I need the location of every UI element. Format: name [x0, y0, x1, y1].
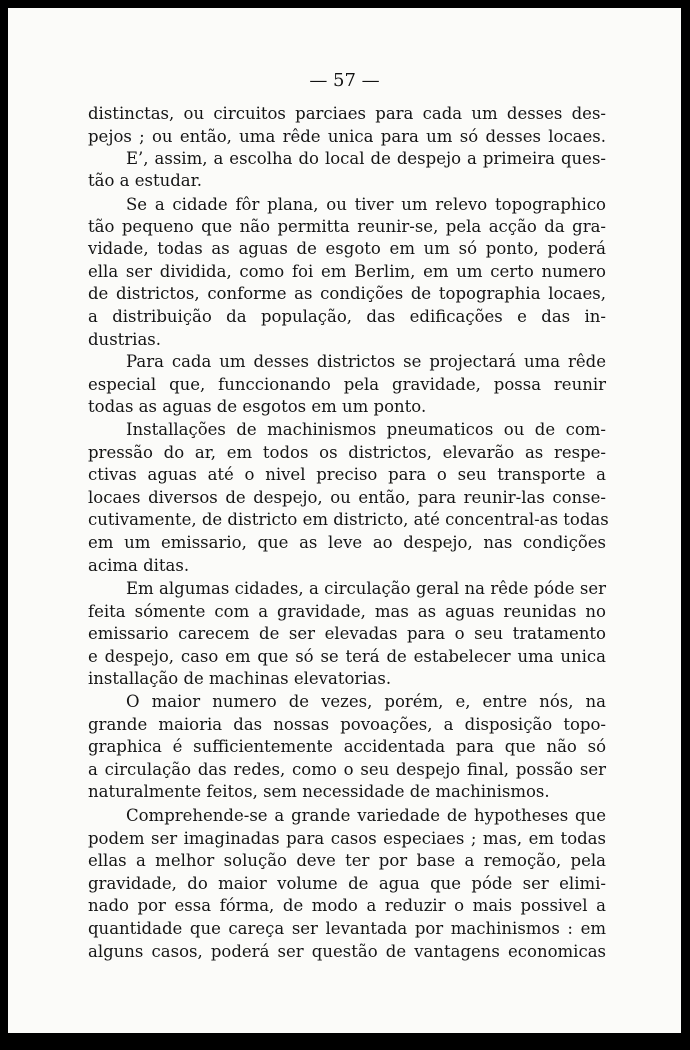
text-line: tão pequeno que não permitta reunir-se, pela acção da gra-	[88, 217, 606, 236]
text-line: nado por essa fórma, de modo a reduzir o mais possivel a	[88, 896, 606, 915]
text-line: podem ser imaginadas para casos especiaes ; mas, em todas	[88, 829, 606, 848]
text-line: ellas a melhor solução deve ter por base a remoção, pela	[88, 851, 606, 870]
text-line: tão a estudar.	[88, 171, 202, 190]
text-line: a circulação das redes, como o seu despejo final, possão ser	[88, 760, 606, 779]
text-line: quantidade que careça ser levantada por machinismos : em	[88, 919, 606, 938]
text-line: em um emissario, que as leve ao despejo, nas condições	[88, 533, 606, 552]
text-line: grande maioria das nossas povoações, a disposição topo-	[88, 715, 606, 734]
text-line: todas as aguas de esgotos em um ponto.	[88, 397, 427, 416]
text-line: vidade, todas as aguas de esgoto em um só ponto, poderá	[88, 239, 606, 258]
text-line: Em algumas cidades, a circulação geral na rêde póde ser	[126, 579, 606, 598]
text-line: gravidade, do maior volume de agua que póde ser elimi-	[88, 874, 606, 893]
text-line: pejos ; ou então, uma rêde unica para um só desses locaes.	[88, 127, 606, 146]
text-line: E’, assim, a escolha do local de despejo a primeira ques-	[126, 149, 606, 168]
text-line: Para cada um desses districtos se projectará uma rêde	[126, 352, 606, 371]
text-line: pressão do ar, em todos os districtos, elevarão as respe-	[88, 443, 606, 462]
page-number: — 57 —	[309, 70, 380, 91]
document-page	[8, 8, 681, 1033]
text-line: locaes diversos de despejo, ou então, para reunir-las conse-	[88, 488, 606, 507]
text-line: distinctas, ou circuitos parciaes para cada um desses des-	[88, 104, 606, 123]
text-line: cutivamente, de districto em districto, até concentral-as todas	[88, 510, 609, 529]
text-line: emissario carecem de ser elevadas para o seu tratamento	[88, 624, 606, 643]
text-line: a distribuição da população, das edificações e das in-	[88, 307, 606, 326]
text-line: Comprehende-se a grande variedade de hypotheses que	[126, 806, 606, 825]
text-line: e despejo, caso em que só se terá de estabelecer uma unica	[88, 647, 606, 666]
text-line: Se a cidade fôr plana, ou tiver um relevo topographico	[126, 195, 606, 214]
text-line: O maior numero de vezes, porém, e, entre nós, na	[126, 692, 606, 711]
text-line: alguns casos, poderá ser questão de vantagens economicas	[88, 942, 606, 961]
text-line: acima ditas.	[88, 556, 190, 575]
text-line: naturalmente feitos, sem necessidade de machinismos.	[88, 782, 550, 801]
text-line: dustrias.	[88, 330, 162, 349]
text-line: Installações de machinismos pneumaticos ou de com-	[126, 420, 606, 439]
text-line: feita sómente com a gravidade, mas as aguas reunidas no	[88, 602, 606, 621]
text-line: ella ser dividida, como foi em Berlim, em um certo numero	[88, 262, 606, 281]
text-line: graphica é sufficientemente accidentada para que não só	[88, 737, 606, 756]
text-line: installação de machinas elevatorias.	[88, 669, 392, 688]
text-line: ctivas aguas até o nivel preciso para o seu transporte a	[88, 465, 606, 484]
text-line: especial que, funccionando pela gravidade, possa reunir	[88, 375, 606, 394]
text-line: de districtos, conforme as condições de topographia locaes,	[88, 284, 606, 303]
